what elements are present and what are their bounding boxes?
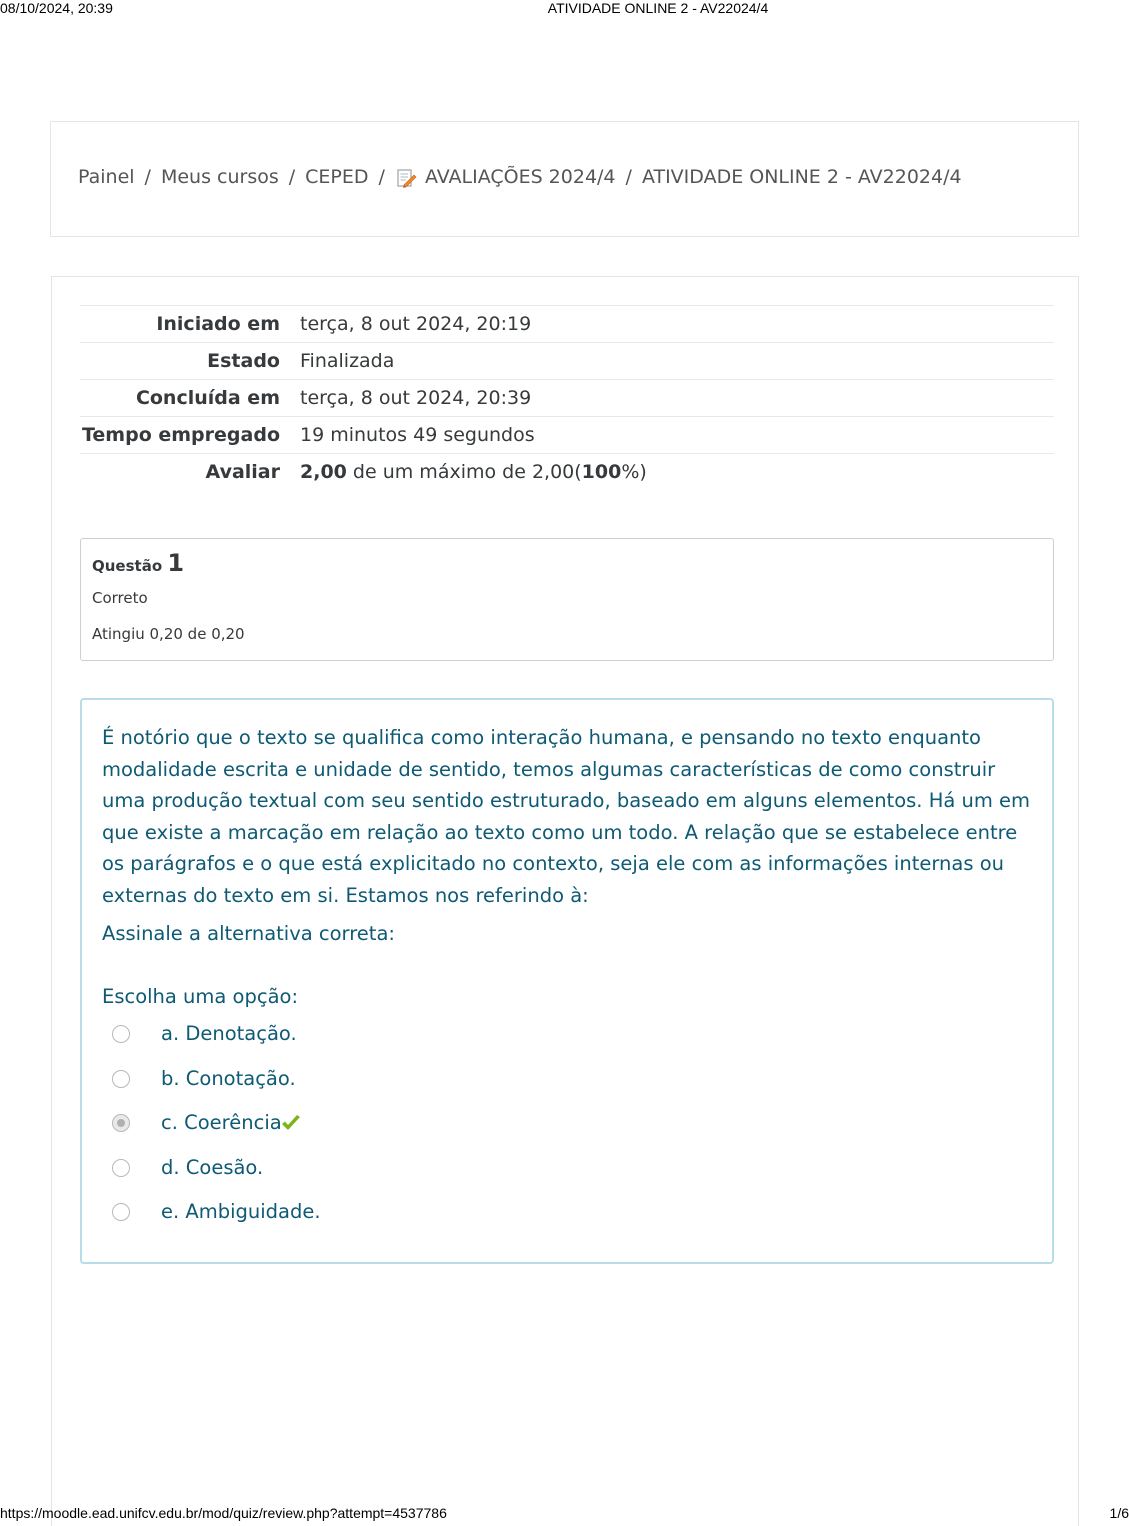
answer-options [102,1020,321,1243]
option-c[interactable] [102,1109,321,1154]
grade-percent: 100 [581,461,622,483]
option-label: e. Ambiguidade. [161,1200,321,1223]
question-number-value: 1 [167,549,185,577]
summary-value: terça, 8 out 2024, 20:39 [300,387,532,409]
option-label-text: c. Coerência [161,1111,282,1134]
question-text: É notório que o texto se qualifica como interação humana, e pensando no texto enquanto modalidade escrita e unidade de sentido, temos algumas características de como construir uma produção textual com seu sentido estruturado, baseado em alguns elementos. Há um em que existe a marcação em relação ao texto como um todo. A relação que se estabelece entre os parágrafos e o que está explicitado no contexto, seja ele com as informações internas ou externas do texto em si. Estamos nos referindo à: [102,726,1031,907]
question-info-box [80,538,1054,661]
option-e[interactable] [102,1198,321,1243]
option-label: b. Conotação. [161,1066,296,1090]
breadcrumb-separator: / [288,166,296,189]
breadcrumb-painel[interactable]: Painel [78,166,135,189]
breadcrumb-separator: / [625,166,632,189]
summary-label: Estado [207,350,280,372]
summary-label: Concluída em [135,387,280,409]
summary-value [300,456,647,488]
summary-row-completed [80,379,1054,416]
breadcrumb-separator: / [144,166,151,189]
breadcrumb-avaliacoes[interactable] [395,166,616,189]
breadcrumb [78,166,962,189]
choose-option-label: Escolha uma opção: [102,985,299,1008]
radio-button-selected[interactable] [112,1114,130,1132]
option-label [161,1109,302,1137]
question-mark: Atingiu 0,20 de 0,20 [92,625,245,643]
quiz-review-region [51,276,1079,1526]
attempt-summary-table [80,305,1054,490]
summary-label: Avaliar [205,461,280,483]
breadcrumb-avaliacoes-label: AVALIAÇÕES 2024/4 [424,166,616,188]
radio-button[interactable] [112,1025,130,1043]
option-label: d. Coesão. [161,1155,264,1179]
breadcrumb-ceped[interactable]: CEPED [305,166,369,189]
breadcrumb-separator: / [378,166,385,189]
grade-score: 2,00 [300,461,347,483]
summary-row-started [80,305,1054,342]
summary-row-state [80,342,1054,379]
check-icon [280,1114,302,1132]
question-number [92,549,184,577]
question-state: Correto [92,589,148,607]
summary-label: Iniciado em [156,313,280,335]
print-datetime: 08/10/2024, 20:39 [0,0,113,16]
print-footer [0,1505,1129,1523]
summary-row-time [80,416,1054,453]
question-prompt: Assinale a alternativa correta: [102,922,395,945]
print-title: ATIVIDADE ONLINE 2 - AV22024/4 [547,0,769,16]
radio-button[interactable] [112,1070,130,1088]
grade-end: %) [621,461,647,483]
grade-middle: de um máximo de 2,00( [346,461,582,483]
summary-row-grade [80,453,1054,490]
radio-button[interactable] [112,1203,130,1221]
summary-label: Tempo empregado [81,424,280,446]
quiz-icon [395,167,417,189]
print-page-number: 1/6 [1109,1505,1129,1521]
summary-value: terça, 8 out 2024, 20:19 [300,313,532,335]
option-a[interactable] [102,1020,321,1065]
radio-button[interactable] [112,1159,130,1177]
question-content [80,698,1054,1264]
option-b[interactable] [102,1065,321,1110]
breadcrumb-atividade[interactable]: ATIVIDADE ONLINE 2 - AV22024/4 [641,166,962,189]
summary-value: 19 minutos 49 segundos [300,424,535,446]
option-d[interactable] [102,1154,321,1199]
summary-value: Finalizada [300,350,395,372]
breadcrumb-meus-cursos[interactable]: Meus cursos [160,166,279,189]
print-url: https://moodle.ead.unifcv.edu.br/mod/quiz/review.php?attempt=4537786 [0,1505,447,1521]
breadcrumb-card [50,121,1079,237]
option-label: a. Denotação. [161,1022,297,1045]
print-header [0,0,1129,18]
question-label: Questão [92,557,163,575]
